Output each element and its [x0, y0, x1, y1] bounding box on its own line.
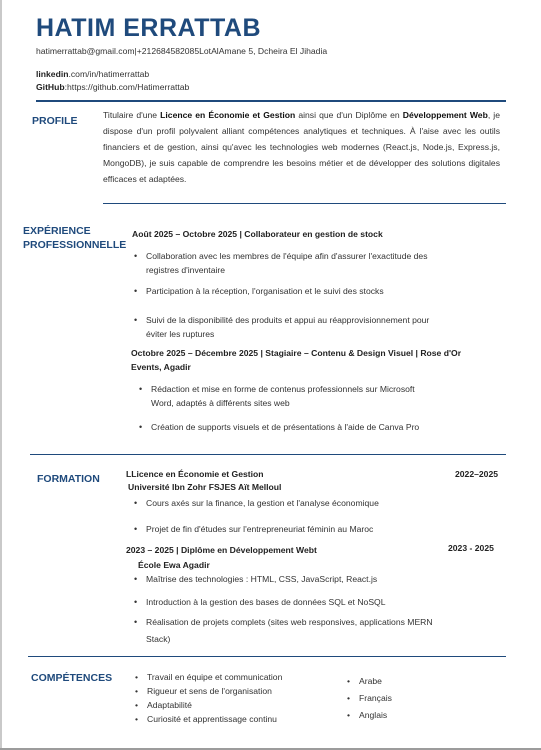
degree2-bullet-3 — [134, 614, 433, 647]
linkedin-label: linkedin — [36, 69, 69, 79]
bullet-dot: • — [134, 286, 138, 296]
bullet-dot: • — [134, 617, 138, 627]
soft-skill-label: Curiosité et apprentissage continu — [147, 714, 277, 724]
page-left-border — [0, 0, 2, 750]
degree2-school: École Ewa Agadir — [138, 560, 210, 570]
job1-bullet-1-line2: registres d'inventaire — [146, 264, 226, 275]
profile-text-1: Titulaire d'une — [103, 110, 161, 120]
job2-title — [131, 346, 461, 374]
profile-section-title: PROFILE — [32, 115, 78, 127]
degree1-title: LLicence en Économie et Gestion — [126, 469, 264, 479]
degree2-bullet-2-line1: Introduction à la gestion des bases de données SQL et NoSQL — [146, 597, 386, 607]
job2-bullet-1-line2: Word, adaptés à différents sites web — [151, 397, 290, 408]
job1-bullet-3 — [134, 314, 430, 341]
candidate-name: HATIM ERRATTAB — [36, 14, 262, 42]
language-label: Français — [359, 693, 392, 703]
profile-bold-2: Développement Web — [402, 110, 488, 120]
bullet-dot: • — [347, 693, 351, 703]
bullet-dot: • — [134, 597, 138, 607]
language-item — [347, 691, 392, 708]
degree2-bullet-2 — [134, 596, 386, 610]
job1-bullet-2 — [134, 285, 384, 299]
job1-bullet-3-line1: Suivi de la disponibilité des produits et appui au réapprovisionnement pour — [146, 315, 430, 325]
degree2-bullet-1-line1: Maîtrise des technologies : HTML, CSS, JavaScript, React.js — [146, 574, 378, 584]
job1-bullet-3-line2: éviter les ruptures — [146, 328, 215, 339]
experience-bottom-rule — [30, 454, 506, 455]
experience-section-title — [23, 224, 126, 252]
bullet-dot: • — [139, 422, 143, 432]
degree2-bullet-3-line1: Réalisation de projets complets (sites web responsives, applications MERN — [146, 617, 433, 627]
soft-skill-item — [135, 670, 283, 684]
bullet-dot: • — [135, 686, 139, 696]
formation-bottom-rule — [28, 656, 506, 657]
degree1-bullet-2 — [134, 523, 374, 537]
bullet-dot: • — [134, 574, 138, 584]
job2-bullet-2 — [139, 421, 420, 435]
github-line[interactable] — [36, 82, 189, 92]
soft-skill-item — [135, 712, 282, 726]
job2-bullet-1 — [139, 383, 415, 410]
soft-skill-item — [135, 684, 282, 698]
experience-title-line2: PROFESSIONNELLE — [23, 239, 127, 252]
language-label: Anglais — [359, 710, 388, 720]
profile-top-rule — [36, 100, 506, 102]
github-label: GitHub — [36, 82, 65, 92]
language-item — [347, 674, 392, 691]
soft-skill-label: Rigueur et sens de l'organisation — [147, 686, 272, 696]
skills-section-title: COMPÉTENCES — [31, 672, 113, 684]
soft-skill-item — [135, 698, 282, 712]
bullet-dot: • — [347, 710, 351, 720]
profile-bottom-rule — [103, 203, 506, 204]
bullet-dot: • — [347, 676, 351, 686]
degree1-school: Université Ibn Zohr FSJES Aït Melloul — [128, 482, 282, 492]
job2-title-line2: Events, Agadir — [131, 362, 191, 372]
bullet-dot: • — [134, 315, 138, 325]
bullet-dot: • — [135, 672, 139, 682]
bullet-dot: • — [135, 700, 139, 710]
github-value: :https://github.com/Hatimerrattab — [64, 82, 190, 92]
degree1-bullet-1-line1: Cours axés sur la finance, la gestion et l'analyse économique — [146, 498, 379, 508]
bullet-dot: • — [134, 524, 138, 534]
degree2-bullet-1 — [134, 573, 378, 587]
degree2-bullet-3-line2: Stack) — [146, 633, 171, 644]
languages-list — [347, 674, 392, 725]
job1-bullet-1-line1: Collaboration avec les membres de l'équipe afin d'assurer l'exactitude des — [146, 251, 428, 261]
language-label: Arabe — [359, 676, 382, 686]
contact-line: hatimerrattab@gmail.com|+212684582085LotAlAmane 5, Dcheira El Jihadia — [36, 46, 328, 56]
bullet-dot: • — [135, 714, 139, 724]
profile-text-3: , je dispose d'un profil polyvalent alliant compétences analytiques et techniques. À l'aise avec les outils financiers et de gestion, ainsi qu'avec les technologies web modernes (React.js, Node.js, Express.js, MongoDB), je suis capable de comprendre les besoins métier et de développer des solutions digitales efficaces et adaptées. — [103, 110, 500, 184]
job2-bullet-1-line1: Rédaction et mise en forme de contenus professionnels sur Microsoft — [151, 384, 415, 394]
soft-skill-label: Adaptabilité — [147, 700, 192, 710]
bullet-dot: • — [134, 498, 138, 508]
job2-bullet-2-line1: Création de supports visuels et de présentations à l'aide de Canva Pro — [151, 422, 420, 432]
formation-section-title: FORMATION — [37, 473, 100, 485]
job1-bullet-2-line1: Participation à la réception, l'organisation et le suivi des stocks — [146, 286, 384, 296]
language-item — [347, 708, 392, 725]
bullet-dot: • — [139, 384, 143, 394]
degree2-title: 2023 – 2025 | Diplôme en Développement Webt — [126, 545, 317, 555]
profile-text-2: ainsi que d'un Diplôme en — [295, 110, 403, 120]
soft-skill-label: Travail en équipe et communication — [147, 672, 283, 682]
job2-title-line1: Octobre 2025 – Décembre 2025 | Stagiaire – Contenu & Design Visuel | Rose d'Or — [131, 348, 462, 358]
job1-title: Août 2025 – Octobre 2025 | Collaborateur en gestion de stock — [132, 229, 383, 239]
bullet-dot: • — [134, 251, 138, 261]
linkedin-line[interactable] — [36, 69, 149, 79]
linkedin-value: .com/in/hatimerrattab — [68, 69, 150, 79]
profile-bold-1: Licence en Économie et Gestion — [160, 110, 296, 120]
degree2-dates: 2023 - 2025 — [448, 543, 494, 553]
profile-summary — [103, 107, 500, 187]
degree1-dates: 2022–2025 — [455, 469, 499, 479]
degree1-bullet-2-line1: Projet de fin d'études sur l'entrepreneuriat féminin au Maroc — [146, 524, 374, 534]
experience-title-line1: EXPÉRIENCE — [23, 225, 91, 237]
job1-bullet-1 — [134, 250, 428, 277]
soft-skills-list — [135, 670, 283, 726]
degree1-bullet-1 — [134, 497, 379, 511]
